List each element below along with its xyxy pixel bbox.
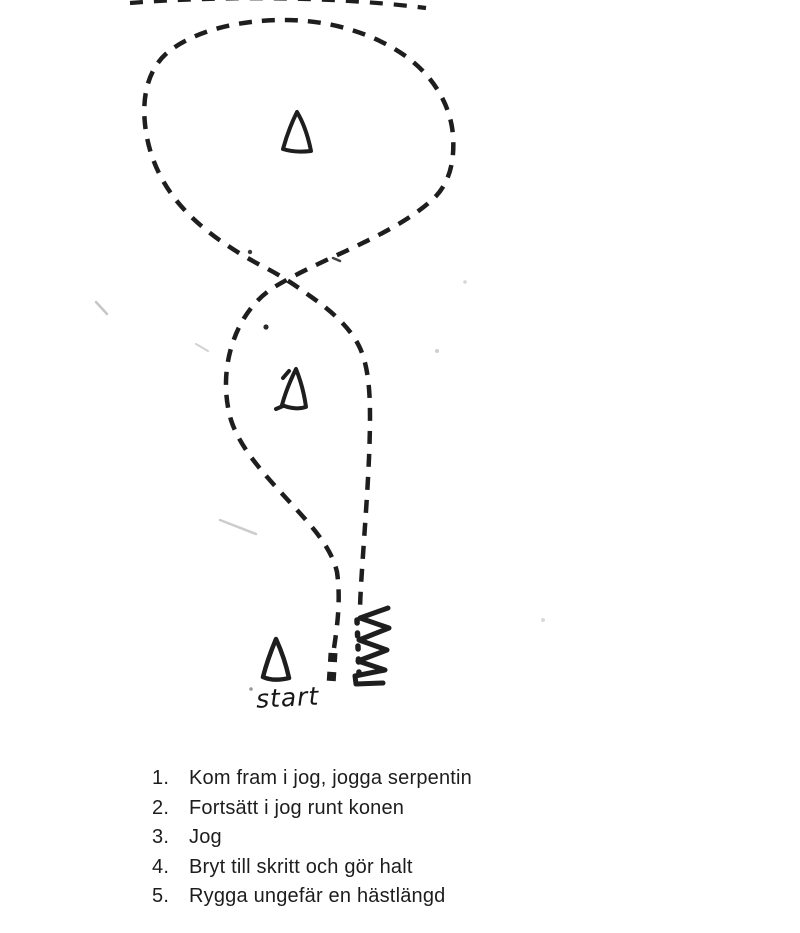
instruction-number: 1. — [152, 767, 170, 789]
top-cone-icon — [283, 112, 311, 152]
right-line-end-dots — [357, 620, 359, 674]
middle-cone-icon — [276, 369, 306, 409]
start-cone-icon — [263, 639, 289, 680]
instruction-text: Kom fram i jog, jogga serpentin — [189, 767, 473, 789]
instruction-text: Rygga ungefär en hästlängd — [189, 885, 446, 907]
start-label: start — [255, 681, 320, 714]
instruction-number: 3. — [152, 826, 170, 848]
top-edge-cutoff-line — [130, 0, 426, 8]
instruction-item — [152, 764, 472, 794]
instruction-number: 4. — [152, 855, 170, 878]
instruction-item — [152, 882, 472, 912]
instruction-list — [152, 764, 472, 912]
scan-specks — [96, 250, 545, 691]
instruction-item — [152, 823, 472, 853]
instruction-number: 5. — [152, 885, 170, 907]
instruction-text: Bryt till skritt och gör halt — [189, 855, 413, 878]
instruction-item — [152, 853, 472, 883]
instruction-item — [152, 794, 472, 824]
left-line-end-marks — [331, 653, 333, 685]
instruction-number: 2. — [152, 796, 170, 819]
instruction-text: Fortsätt i jog runt konen — [189, 796, 405, 819]
instruction-text: Jog — [189, 826, 222, 848]
